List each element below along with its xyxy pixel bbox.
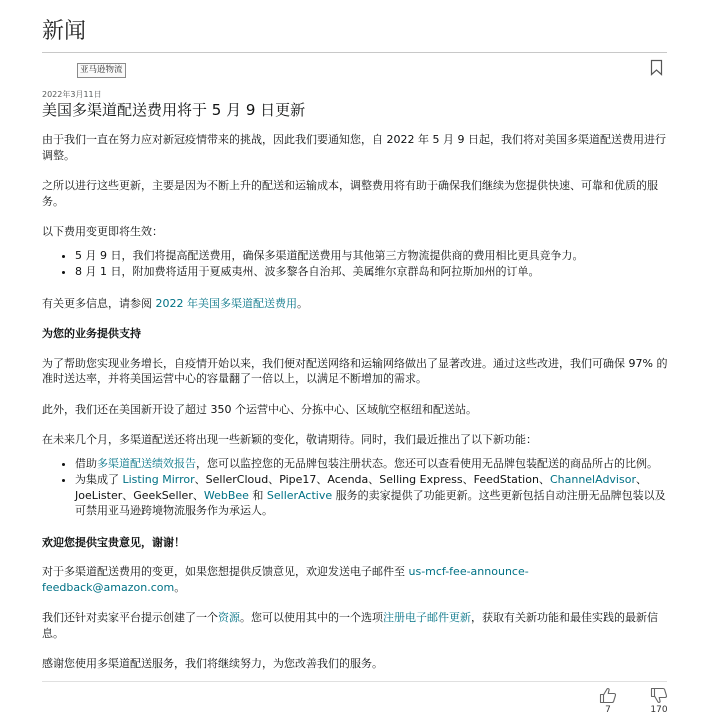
performance-report-link[interactable]: 多渠道配送绩效报告 [97,456,196,470]
paragraph: 为了帮助您实现业务增长，自疫情开始以来，我们便对配送网络和运输网络做出了显著改进。通过这些改进，我们可确保 97% 的准时送达率，并将美国运营中心的容量翻了一倍以上，以满足不断增加的需求。 [42,356,668,385]
list-text: 借助 [75,456,97,470]
like-count: 7 [605,705,611,715]
paragraph [42,610,670,641]
paragraph-text: 。 [297,296,308,310]
article-date: 2022年3月11日 [42,90,102,99]
resource-link[interactable]: 资源 [218,611,240,624]
article-body [42,132,670,687]
footer-divider [42,681,667,682]
paragraph-text: ，获取有关新功能和最佳实践的最新信息。 [42,611,658,640]
webbee-link[interactable]: WebBee [203,488,249,502]
listing-mirror-link[interactable]: Listing Mirror [122,473,195,486]
paragraph [42,564,670,595]
bookmark-icon[interactable] [650,59,663,76]
list-item [75,472,670,519]
section-heading-feedback: 欢迎您提供宝贵意见，谢谢！ [42,535,185,549]
list-text: 和 [248,488,267,502]
dislike-button[interactable] [644,687,674,715]
feedback-email-link[interactable]: us-mcf-fee-announce-feedback@amazon.com [42,565,529,594]
paragraph-text: 我们还针对卖家平台提示创建了一个 [42,611,218,624]
thumbs-down-icon [650,687,668,704]
dislike-count: 170 [650,705,668,715]
list-item: • 8 月 1 日，附加费将适用于夏威夷州、波多黎各自治邦、美属维尔京群岛和阿拉斯加州的订单。 [75,264,670,280]
paragraph-text: 有关更多信息，请参阅 [42,296,156,310]
email-updates-link[interactable]: 注册电子邮件更新 [383,611,471,624]
channeladvisor-link[interactable]: ChannelAdvisor [549,473,636,486]
list-text: 为集成了 [75,473,123,486]
new-features-list [42,456,670,519]
list-item: • 5 月 9 日，我们将提高配送费用，确保多渠道配送费用与其他第三方物流提供商的费用相比更具竞争力。 [75,248,670,264]
paragraph: 由于我们一直在努力应对新冠疫情带来的挑战，因此我们要通知您，自 2022 年 5 月 9 日起，我们将对美国多渠道配送费用进行调整。 [42,133,666,162]
list-text: ，您可以监控您的无品牌包装注册状态。您还可以查看使用无品牌包装配送的商品所占的比例。 [196,456,658,470]
paragraph [42,296,670,312]
paragraph-text: 。您可以使用其中的一个选项 [240,611,383,624]
paragraph-text: 。 [174,580,186,594]
thumbs-up-icon [599,687,617,704]
category-tag[interactable]: 亚马逊物流 [77,63,126,78]
page-title: 新闻 [42,19,87,44]
section-heading-support: 为您的业务提供支持 [42,327,141,340]
list-item [75,456,670,472]
list-text: 、SellerCloud、Pipe17、Acenda、Selling Express、FeedStation、 [194,473,550,486]
list-text: 服务的卖家提供了功能更新。这些更新包括自动注册无品牌包装以及可禁用亚马逊跨境物流服务作为承运人。 [75,488,666,517]
like-button[interactable] [593,687,623,715]
selleractive-link[interactable]: SellerActive [266,488,333,502]
title-divider [42,52,667,53]
list-text: 、JoeLister、GeekSeller、 [75,473,647,502]
paragraph: 此外，我们还在美国新开设了超过 350 个运营中心、分拣中心、区域航空枢纽和配送站。 [42,402,477,416]
paragraph: 以下费用变更即将生效： [42,225,163,238]
paragraph: 之所以进行这些更新，主要是因为不断上升的配送和运输成本，调整费用将有助于确保我们继续为您提供快速、可靠和优质的服务。 [42,179,658,208]
article-headline: 美国多渠道配送费用将于 5 月 9 日更新 [42,101,306,119]
fee-info-link[interactable]: 2022 年美国多渠道配送费用 [155,296,297,310]
paragraph: 感谢您使用多渠道配送服务，我们将继续努力，为您改善我们的服务。 [42,657,383,670]
fee-change-list [42,248,670,280]
paragraph-text: 对于多渠道配送费用的变更，如果您想提供反馈意见，欢迎发送电子邮件至 [42,565,409,578]
paragraph: 在未来几个月，多渠道配送还将出现一些新颖的变化，敬请期待。同时，我们最近推出了以下新功能： [42,433,537,446]
